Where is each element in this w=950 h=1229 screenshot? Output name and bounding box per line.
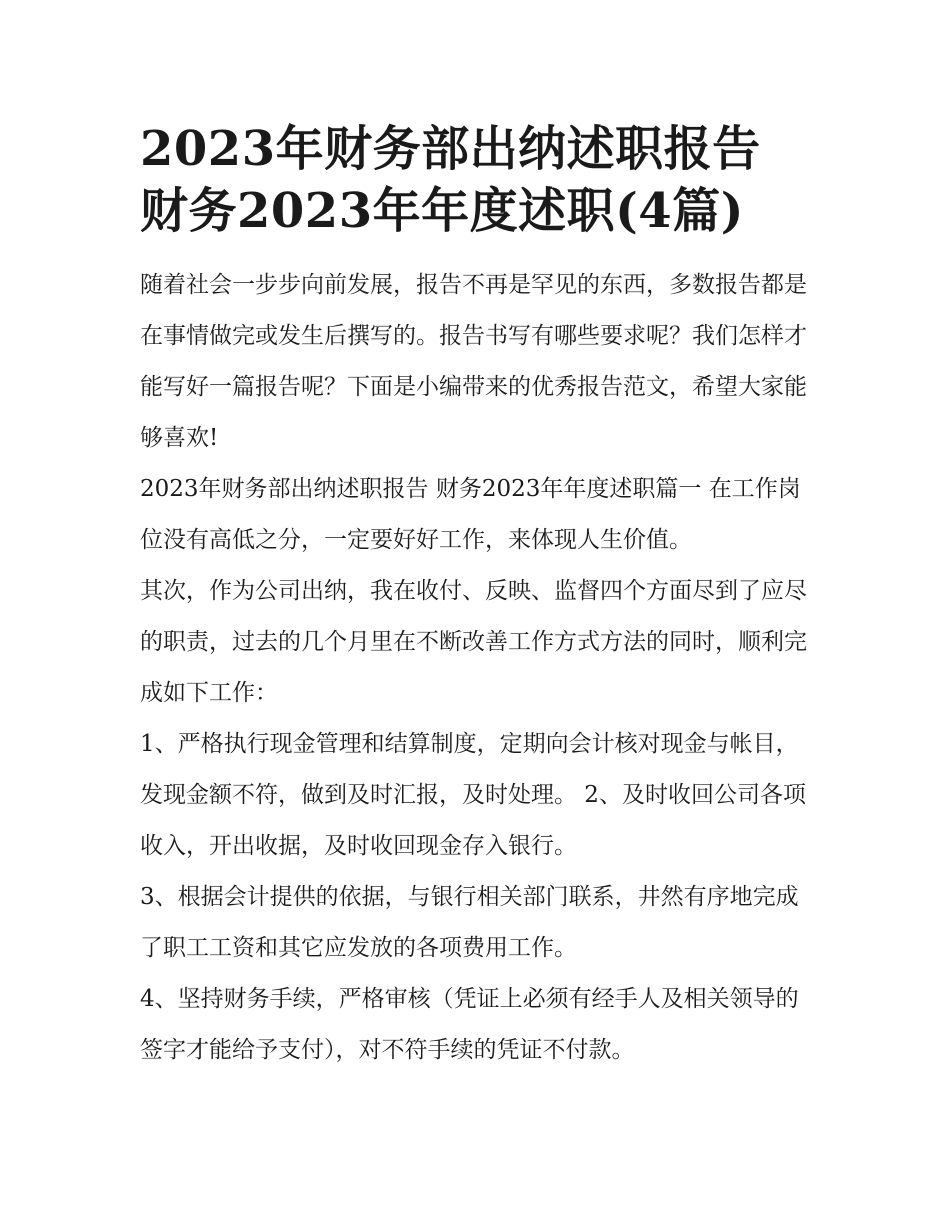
document-body	[140, 260, 820, 1076]
document-title	[140, 118, 820, 242]
paragraph-item-4: 4、坚持财务手续，严格审核（凭证上必须有经手人及相关领导的签字才能给予支付），对不符手续的凭证不付款。	[140, 986, 799, 1063]
paragraph-duties: 其次，作为公司出纳，我在收付、反映、监督四个方面尽到了应尽的职责，过去的几个月里在不断改善工作方式方法的同时，顺利完成如下工作：	[140, 578, 807, 706]
title-line-2: 财务2023年年度述职(4篇)	[140, 183, 744, 239]
paragraph-item-3: 3、根据会计提供的依据，与银行相关部门联系，井然有序地完成了职工工资和其它应发放的各项费用工作。	[140, 884, 799, 961]
paragraph-intro: 随着社会一步步向前发展，报告不再是罕见的东西，多数报告都是在事情做完或发生后撰写的。报告书写有哪些要求呢？我们怎样才能写好一篇报告呢？下面是小编带来的优秀报告范文，希望大家能够喜欢!	[140, 272, 807, 451]
title-line-1: 2023年财务部出纳述职报告	[140, 121, 761, 177]
document-page	[140, 118, 820, 1076]
paragraph-section-one: 2023年财务部出纳述职报告 财务2023年年度述职篇一 在工作岗位没有高低之分，一定要好好工作，来体现人生价值。	[140, 476, 801, 553]
paragraph-item-1-2: 1、严格执行现金管理和结算制度，定期向会计核对现金与帐目，发现金额不符，做到及时汇报，及时处理。 2、及时收回公司各项收入，开出收据，及时收回现金存入银行。	[140, 731, 806, 859]
